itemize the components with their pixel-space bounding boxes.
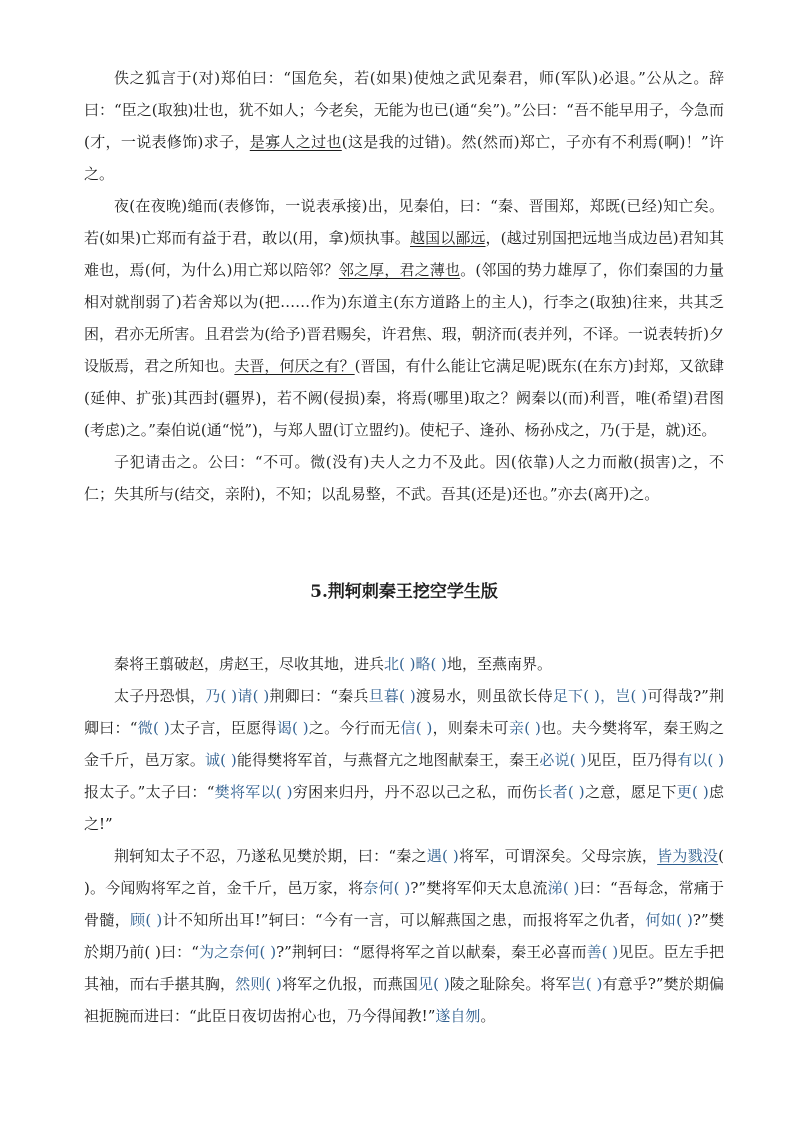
text-run: 太子言，臣愿得 (169, 719, 277, 737)
blank-term: 北( )略( ) (384, 655, 447, 673)
passage-zhuzhiwu (84, 62, 724, 510)
blank-term: 遇( ) (426, 847, 459, 865)
text-run: 报太子。”太子曰：“ (84, 783, 215, 801)
text-run: 将军，可谓深矣。父母宗族， (458, 847, 658, 865)
paragraph-2 (84, 680, 724, 840)
blank-term: 诚( ) (205, 751, 237, 769)
blank-term: 谒( ) (276, 719, 309, 737)
text-run: 。(邻国的势力雄厚了，你们秦国的力量相对就削弱了)若舍郑以为(把……作为)东道主(东方道路上的主人)，行李之(取独)往来，共其乏困，君亦无所害。且君尝为(给予)晋君赐矣，许君焦、瑕，朝济而(表并列，不译。一说表转折)夕设版焉，君之所知也。 (84, 261, 724, 375)
underlined-phrase: 邻之厚，君之薄也 (338, 261, 461, 279)
blank-term: 涕( ) (547, 879, 580, 897)
text-run: 能得樊将军首，与燕督亢之地图献秦王，秦王 (236, 751, 540, 769)
underlined-phrase: 越国以鄙远 (410, 229, 486, 247)
paragraph-1 (84, 62, 724, 190)
paragraph-1 (84, 648, 724, 680)
text-run: (这是我的过错)。然(然而)郑亡，子亦有不利焉(啊)！”许之。 (84, 133, 724, 183)
blank-term: 旦暮( ) (368, 687, 416, 705)
text-run: ?”樊将军仰天太息流 (410, 879, 548, 897)
text-run: 太子丹恐惧， (114, 687, 206, 705)
blank-term: 奈何( ) (363, 879, 411, 897)
blank-term: 乃( )请( ) (205, 687, 270, 705)
text-run: 也。夫今樊将军，秦王购之金千斤，邑万家。 (84, 719, 724, 769)
blank-term: 然则( ) (235, 975, 282, 993)
text-run: (晋国，有什么能让它满足呢)既东(在东方)封郑，又欲肆(延伸、扩张)其西封(疆界)，若不阙(侵损)秦，将焉(哪里)取之？阙秦以(而)利晋，唯(希望)君图(考虑)之。”秦伯说(通“悦”)，与郑人盟(订立盟约)。使杞子、逢孙、杨孙戍之，乃(于是，就)还。 (84, 357, 724, 439)
underlined-phrase: 是寡人之过也 (249, 133, 342, 151)
section-title: 5.荆轲刺秦王挖空学生版 (310, 582, 498, 602)
text-run: 。 (480, 1007, 496, 1025)
underlined-blank-term: 皆为戮没 (657, 847, 719, 865)
text-run: 计不知所出耳!”轲曰：“今有一言，可以解燕国之患，而报将军之仇者， (162, 911, 646, 929)
blank-term: 亲( ) (508, 719, 541, 737)
text-run: 将军之仇报，而燕国 (281, 975, 418, 993)
blank-term: 为之奈何( ) (198, 943, 277, 961)
text-run: 。今闻购将军之首，金千斤，邑万家，将 (89, 879, 364, 897)
blank-term: 顾( ) (130, 911, 163, 929)
blank-term: 善( ) (586, 943, 619, 961)
text-run: 见臣。臣左手把其袖，而右手揕其胸， (84, 943, 724, 993)
text-run: 佚之狐言于(对)郑伯曰：“国危矣，若(如果)使烛之武见秦君，师(军队)必退。”公从之。辞曰：“臣之(取独)壮也，犹不如人；今老矣，无能为也已(通“矣”)。”公曰：“吾不能早用子，今急而(才，一说表修饰)求子， (84, 69, 724, 151)
blank-term: 有以( ) (677, 751, 724, 769)
paragraph-2 (84, 190, 724, 446)
blank-term: 信( ) (400, 719, 433, 737)
blank-term: 见( ) (418, 975, 450, 993)
blank-term: 足下( )，岂( ) (552, 687, 648, 705)
blank-term: 遂自刎 (435, 1007, 481, 1025)
text-run: 荆轲知太子不忍，乃遂私见樊於期，曰：“秦之 (114, 847, 427, 865)
text-run: ?”荆轲曰：“愿得将军之首以献秦，秦王必喜而 (276, 943, 587, 961)
blank-term: 何如( ) (645, 911, 693, 929)
paragraph-3 (84, 840, 724, 1032)
text-run: ( ) (84, 847, 724, 897)
text-run: 陵之耻除矣。将军 (449, 975, 571, 993)
text-run: 曰：“吾每念，常痛于骨髓， (84, 879, 724, 929)
blank-term: 长者( ) (537, 783, 585, 801)
text-run: 可得哉?”荆卿曰：“ (84, 687, 724, 737)
text-run: 地，至燕南界。 (446, 655, 552, 673)
text-run: 之。今行而无 (308, 719, 401, 737)
text-run: 虑之!” (84, 783, 724, 833)
underlined-phrase: 夫晋，何厌之有？ (234, 357, 355, 375)
text-run: 夜(在夜晚)缒而(表修饰，一说表承接)出，见秦伯，曰：“秦、晋围郑，郑既(已经)知亡矣。若(如果)亡郑而有益于君，敢以(用，拿)烦执事。 (84, 197, 724, 247)
text-run: 渡易水，则虽欲长侍 (415, 687, 553, 705)
text-run: 荆卿曰：“秦兵 (269, 687, 369, 705)
text-run: ，(越过别国把远地当成边邑)君知其难也，焉(何，为什么)用亡郑以陪邻？ (84, 229, 724, 279)
text-run: 见臣，臣乃得 (586, 751, 678, 769)
passage-jingke (84, 648, 724, 1032)
text-run: ，则秦未可 (432, 719, 509, 737)
blank-term: 必说( ) (539, 751, 587, 769)
paragraph-3: 子犯请击之。公曰：“不可。微(没有)夫人之力不及此。因(依靠)人之力而敝(损害)之，不仁；失其所与(结交，亲附)，不知；以乱易整，不武。吾其(还是)还也。”亦去(离开)之。 (84, 453, 724, 503)
blank-term: 微( ) (137, 719, 170, 737)
blank-term: 樊将军以( ) (214, 783, 293, 801)
blank-term: 更( ) (676, 783, 709, 801)
text-run: ?”樊於期乃前( )曰：“ (84, 911, 724, 961)
text-run: 有意乎?”樊於期偏袒扼腕而进曰：“此臣日夜切齿拊心也，乃今得闻教!” (84, 975, 724, 1025)
blank-term: 岂( ) (570, 975, 603, 993)
text-run: 穷困来归丹，丹不忍以己之私，而伤 (292, 783, 538, 801)
text-run: 之意，愿足下 (584, 783, 677, 801)
text-run: 秦将王翦破赵，虏赵王，尽收其地，进兵 (114, 655, 385, 673)
